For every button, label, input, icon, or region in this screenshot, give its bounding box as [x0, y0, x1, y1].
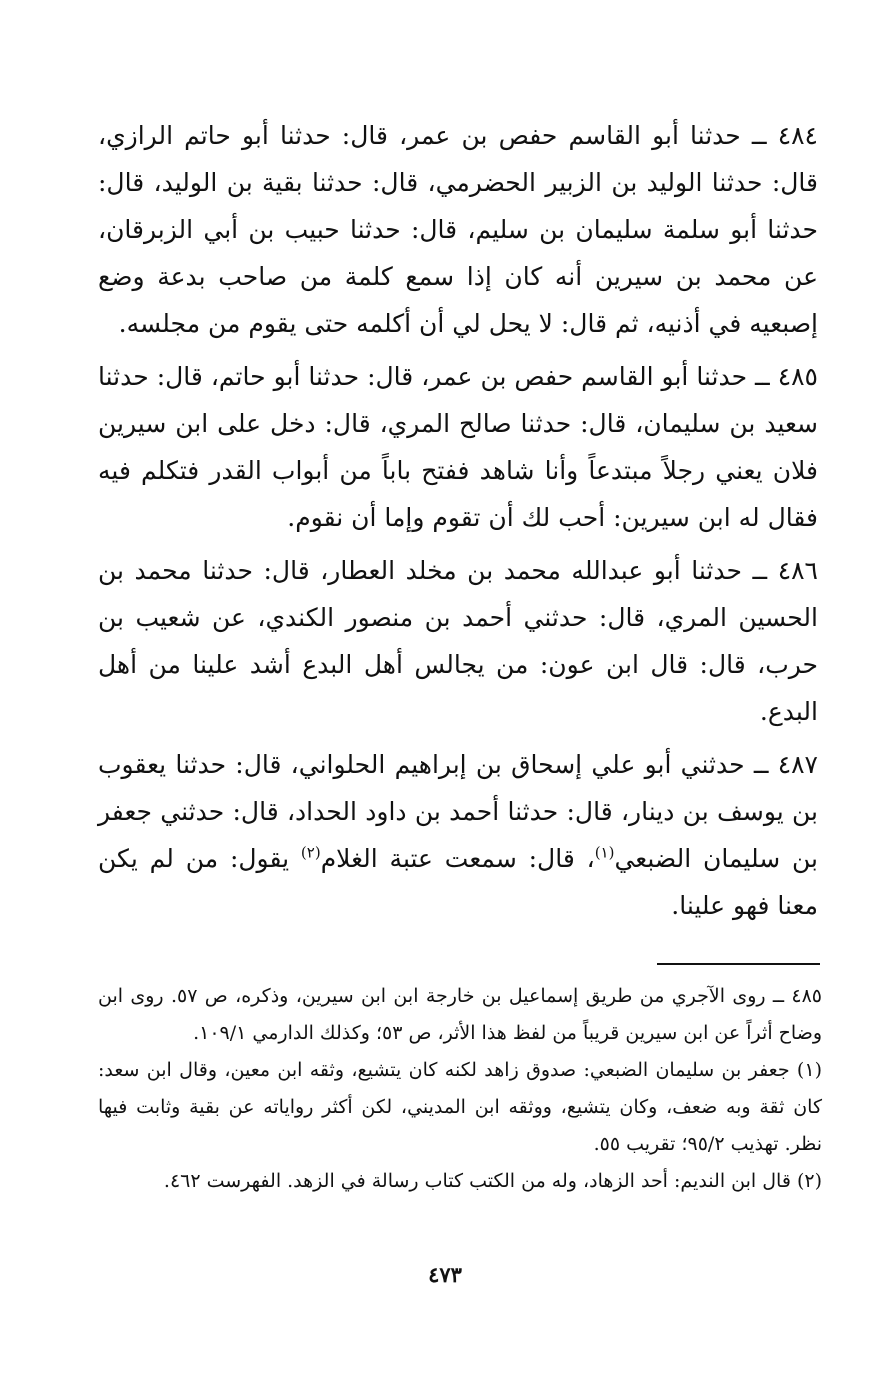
hadith-entry-484: ٤٨٤ ــ حدثنا أبو القاسم حفص بن عمر، قال: حدثنا أبو حاتم الرازي، قال: حدثنا الوليد بن الزبير الحضرمي، قال: حدثنا بقية بن الوليد، قال: حدثنا أبو سلمة سليمان بن سليم، قال: حدثنا حبيب بن أبي الزبرقان، عن محمد بن سيرين أنه كان إذا سمع كلمة من صاحب بدعة وضع إصبعيه في أذنيه، ثم قال: لا يحل لي أن أكلمه حتى يقوم من مجلسه.: [98, 121, 818, 338]
hadith-entry-485: ٤٨٥ ــ حدثنا أبو القاسم حفص بن عمر، قال: حدثنا أبو حاتم، قال: حدثنا سعيد بن سليمان، قال: حدثنا صالح المري، قال: دخل على ابن سيرين فلان يعني رجلاً مبتدعاً وأنا شاهد ففتح باباً من أبواب القدر فتكلم فيه فقال له ابن سيرين: أحب لك أن تقوم وإما أن نقوم.: [98, 362, 818, 532]
footnotes: [98, 978, 822, 1200]
footnote-ref-2: (٢): [300, 843, 321, 862]
footnote-485: ٤٨٥ ــ روى الآجري من طريق إسماعيل بن خارجة ابن ابن سيرين، وذكره، ص ٥٧. روى ابن وضاح أثراً عن ابن سيرين قريباً من لفظ هذا الأثر، ص ٥٣؛ وكذلك الدارمي ١٠٩/١.: [98, 985, 822, 1044]
footnote-2: (٢) قال ابن النديم: أحد الزهاد، وله من الكتب كتاب رسالة في الزهد. الفهرست ٤٦٢.: [163, 1170, 822, 1192]
main-text: [98, 112, 818, 935]
page-number: ٤٧٣: [428, 1262, 462, 1287]
footnote-divider: [657, 963, 820, 965]
hadith-entry-487: [98, 741, 818, 929]
footnote-1: (١) جعفر بن سليمان الضبعي: صدوق زاهد لكنه كان يتشيع، وثقه ابن معين، وقال ابن سعد: كان ثقة وبه ضعف، وكان يتشيع، ووثقه ابن المديني، لكن أكثر رواياته عن بقية وثابت فيها نظر. تهذيب ٩٥/٢؛ تقريب ٥٥.: [98, 1059, 822, 1155]
footnote-ref-1: (١): [594, 843, 615, 862]
hadith-entry-486: ٤٨٦ ــ حدثنا أبو عبدالله محمد بن مخلد العطار، قال: حدثنا محمد بن الحسين المري، قال: حدثني أحمد بن منصور الكندي، عن شعيب بن حرب، قال: قال ابن عون: من يجالس أهل البدع أشد علينا من أهل البدع.: [98, 556, 818, 726]
entry-487-text-1: ٤٨٧ ــ حدثني أبو علي إسحاق بن إبراهيم الحلواني، قال: حدثنا يعقوب بن يوسف بن دينار، قال: حدثنا أحمد بن داود الحداد، قال: حدثني جعفر بن سليمان الضبعي: [98, 750, 819, 873]
entry-487-text-2: ، قال: سمعت عتبة الغلام: [320, 844, 595, 873]
entry-487-text-3: يقول: من لم يكن معنا فهو علينا.: [98, 844, 818, 920]
